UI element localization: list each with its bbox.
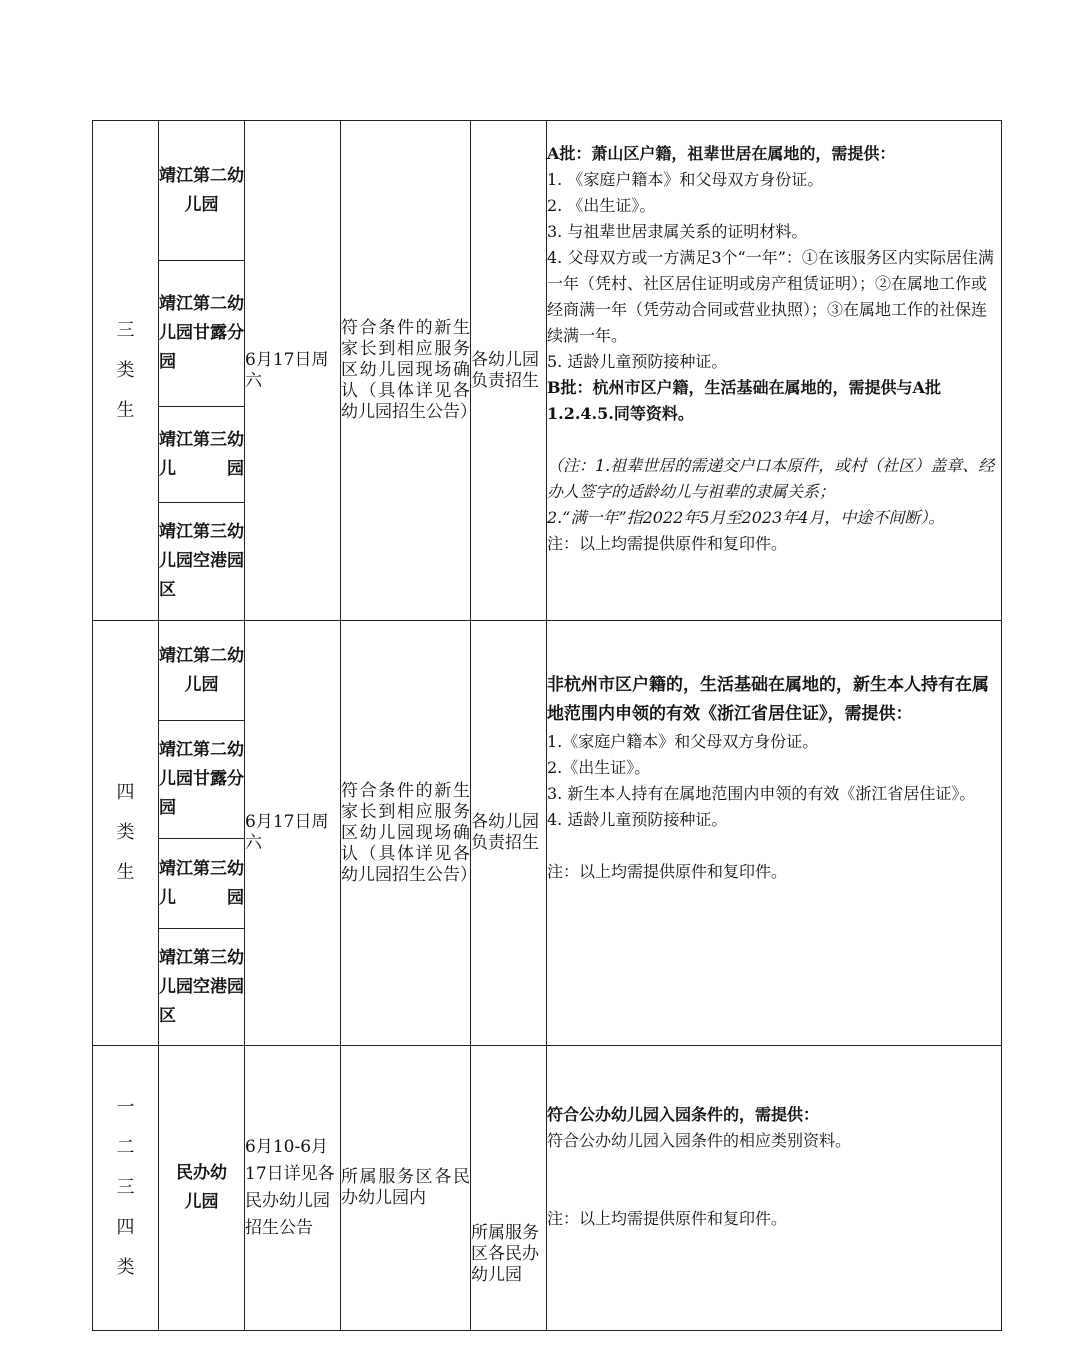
requirement-item: 3. 与祖辈世居隶属关系的证明材料。 [547,222,808,241]
date-cell: 6月10-6月17日详见各民办幼儿园招生公告 [245,1046,341,1331]
category-cell [93,1046,159,1331]
requirement-item: 1.《家庭户籍本》和父母双方身份证。 [547,732,819,751]
kindergarten-cell: 靖江第二幼儿园 [159,621,245,721]
kindergarten-cell: 靖江第二幼儿园甘露分园 [159,261,245,407]
requirement-item: 2. 《出生证》。 [547,196,656,215]
table-row [93,121,1002,261]
date-cell: 6月17日周六 [245,621,341,1046]
batch-b-heading: B批：杭州市区户籍，生活基础在属地的，需提供与A批1.2.4.5.同等资料。 [547,378,941,423]
kindergarten-cell: 靖江第三幼儿园空港园区 [159,503,245,621]
kindergarten-cell: 靖江第二幼儿园 [159,121,245,261]
table-row [93,621,1002,721]
kindergarten-cell: 靖江第三幼儿园 [159,407,245,503]
requirement-item: 1. 《家庭户籍本》和父母双方身份证。 [547,170,824,189]
mode-cell: 符合条件的新生家长到相应服务区幼儿园现场确认（具体详见各幼儿园招生公告） [341,621,471,1046]
mode-cell: 所属服务区各民办幼儿园内 [341,1046,471,1331]
requirement-item: 4. 父母双方或一方满足3个“一年”：①在该服务区内实际居住满一年（凭村、社区居住证明或房产租赁证明）；②在属地工作或经商满一年（凭劳动合同或营业执照）；③在属地工作的社保连续满一年。 [547,248,994,345]
requirement-item: 4. 适龄儿童预防接种证。 [547,810,728,829]
requirement-item: 2.《出生证》。 [547,758,651,777]
requirements-cell [547,121,1002,621]
responsible-cell: 所属服务区各民办幼儿园 [471,1046,547,1331]
batch-a-heading: A批：萧山区户籍，祖辈世居在属地的，需提供： [547,144,896,163]
note-text: 2.“满一年”指2022年5月至2023年4月，中途不间断）。 [547,508,945,527]
requirement-item: 3. 新生本人持有在属地范围内申领的有效《浙江省居住证》。 [547,784,976,803]
kindergarten-cell: 靖江第三幼儿园 [159,839,245,929]
note-text: 注：以上均需提供原件和复印件。 [547,862,788,881]
note-text: （注：1.祖辈世居的需递交户口本原件，或村（社区）盖章、经办人签字的适龄幼儿与祖辈的隶属关系； [547,456,995,501]
date-cell: 6月17日周六 [245,121,341,621]
category-label: 一二三四类 [116,1097,135,1278]
requirements-cell [547,1046,1002,1331]
responsible-cell: 各幼儿园负责招生 [471,121,547,621]
enrollment-table [92,120,1002,1331]
kindergarten-cell: 靖江第二幼儿园甘露分园 [159,721,245,839]
requirements-heading: 符合公办幼儿园入园条件的，需提供： [547,1105,820,1124]
kindergarten-cell: 民办幼儿园 [159,1046,245,1331]
requirement-item: 符合公办幼儿园入园条件的相应类别资料。 [547,1131,852,1150]
category-label: 三类生 [116,319,135,421]
requirements-cell [547,621,1002,1046]
requirement-item: 5. 适龄儿童预防接种证。 [547,352,728,371]
note-text: 注：以上均需提供原件和复印件。 [547,1209,788,1228]
note-text: 注：以上均需提供原件和复印件。 [547,534,788,553]
responsible-cell: 各幼儿园负责招生 [471,621,547,1046]
category-label: 四类生 [116,782,135,883]
requirements-heading: 非杭州市区户籍的，生活基础在属地的，新生本人持有在属地范围内申领的有效《浙江省居住证》，需提供： [547,675,989,724]
table-row [93,1046,1002,1331]
category-cell [93,621,159,1046]
kindergarten-cell: 靖江第三幼儿园空港园区 [159,929,245,1046]
category-cell [93,121,159,621]
mode-cell: 符合条件的新生家长到相应服务区幼儿园现场确认（具体详见各幼儿园招生公告） [341,121,471,621]
